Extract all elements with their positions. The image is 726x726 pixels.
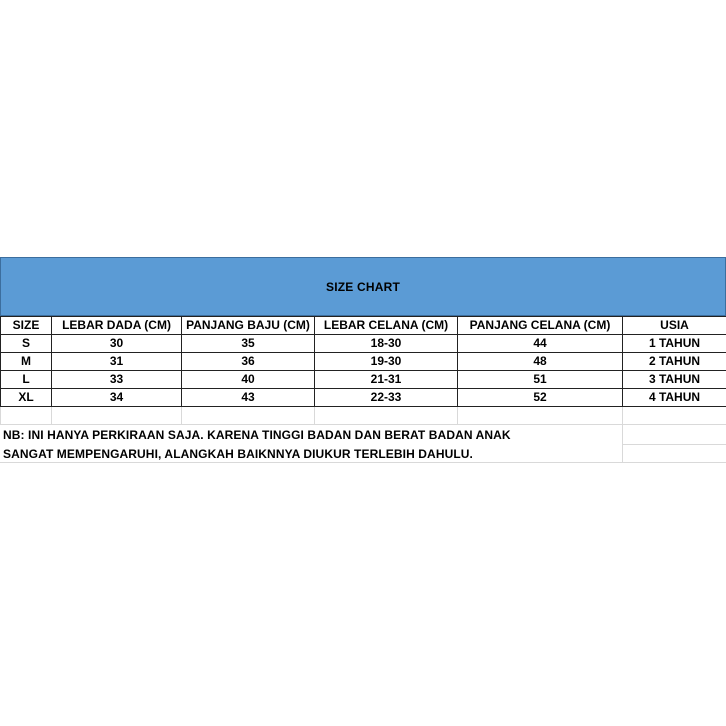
cell-lebar-celana: 21-31	[315, 371, 458, 389]
cell-panjang-celana: 48	[458, 353, 623, 371]
cell-panjang-baju: 40	[182, 371, 315, 389]
note-block	[0, 425, 726, 463]
cell-panjang-baju: 43	[182, 389, 315, 407]
note-line-1: NB: INI HANYA PERKIRAAN SAJA. KARENA TINGGI BADAN DAN BERAT BADAN ANAK	[3, 428, 511, 442]
cell-panjang-baju: 35	[182, 335, 315, 353]
table-row	[1, 389, 726, 407]
cell-lebar-dada: 30	[52, 335, 182, 353]
cell-lebar-dada: 34	[52, 389, 182, 407]
table-row	[1, 335, 726, 353]
empty-cell	[315, 407, 458, 425]
size-chart-title: SIZE CHART	[326, 279, 400, 294]
empty-cell	[1, 407, 52, 425]
column-header-usia: USIA	[623, 317, 726, 335]
size-chart-title-banner	[0, 257, 726, 316]
cell-size: L	[1, 371, 52, 389]
note-cell-divider	[623, 444, 726, 445]
cell-usia: 3 TAHUN	[623, 371, 726, 389]
column-header-panjang-celana: PANJANG CELANA (CM)	[458, 317, 623, 335]
cell-panjang-celana: 51	[458, 371, 623, 389]
cell-lebar-dada: 33	[52, 371, 182, 389]
empty-cell	[52, 407, 182, 425]
column-header-panjang-baju: PANJANG BAJU (CM)	[182, 317, 315, 335]
size-chart-sheet	[0, 257, 726, 463]
cell-usia: 4 TAHUN	[623, 389, 726, 407]
column-header-lebar-celana: LEBAR CELANA (CM)	[315, 317, 458, 335]
size-chart-table	[0, 316, 726, 425]
cell-lebar-celana: 22-33	[315, 389, 458, 407]
table-row	[1, 353, 726, 371]
cell-lebar-celana: 19-30	[315, 353, 458, 371]
cell-lebar-celana: 18-30	[315, 335, 458, 353]
cell-usia: 2 TAHUN	[623, 353, 726, 371]
empty-cell	[623, 407, 726, 425]
empty-spacer-row	[1, 407, 726, 425]
empty-cell	[182, 407, 315, 425]
cell-usia: 1 TAHUN	[623, 335, 726, 353]
cell-panjang-celana: 44	[458, 335, 623, 353]
note-side-cells	[622, 425, 726, 463]
cell-lebar-dada: 31	[52, 353, 182, 371]
cell-panjang-celana: 52	[458, 389, 623, 407]
cell-panjang-baju: 36	[182, 353, 315, 371]
column-header-size: SIZE	[1, 317, 52, 335]
cell-size: S	[1, 335, 52, 353]
cell-size: M	[1, 353, 52, 371]
note-text	[3, 426, 511, 464]
table-row	[1, 371, 726, 389]
note-line-2: SANGAT MEMPENGARUHI, ALANGKAH BAIKNNYA DIUKUR TERLEBIH DAHULU.	[3, 447, 473, 461]
empty-cell	[458, 407, 623, 425]
header-row	[1, 317, 726, 335]
column-header-lebar-dada: LEBAR DADA (CM)	[52, 317, 182, 335]
note-bottom-border	[0, 462, 726, 463]
cell-size: XL	[1, 389, 52, 407]
